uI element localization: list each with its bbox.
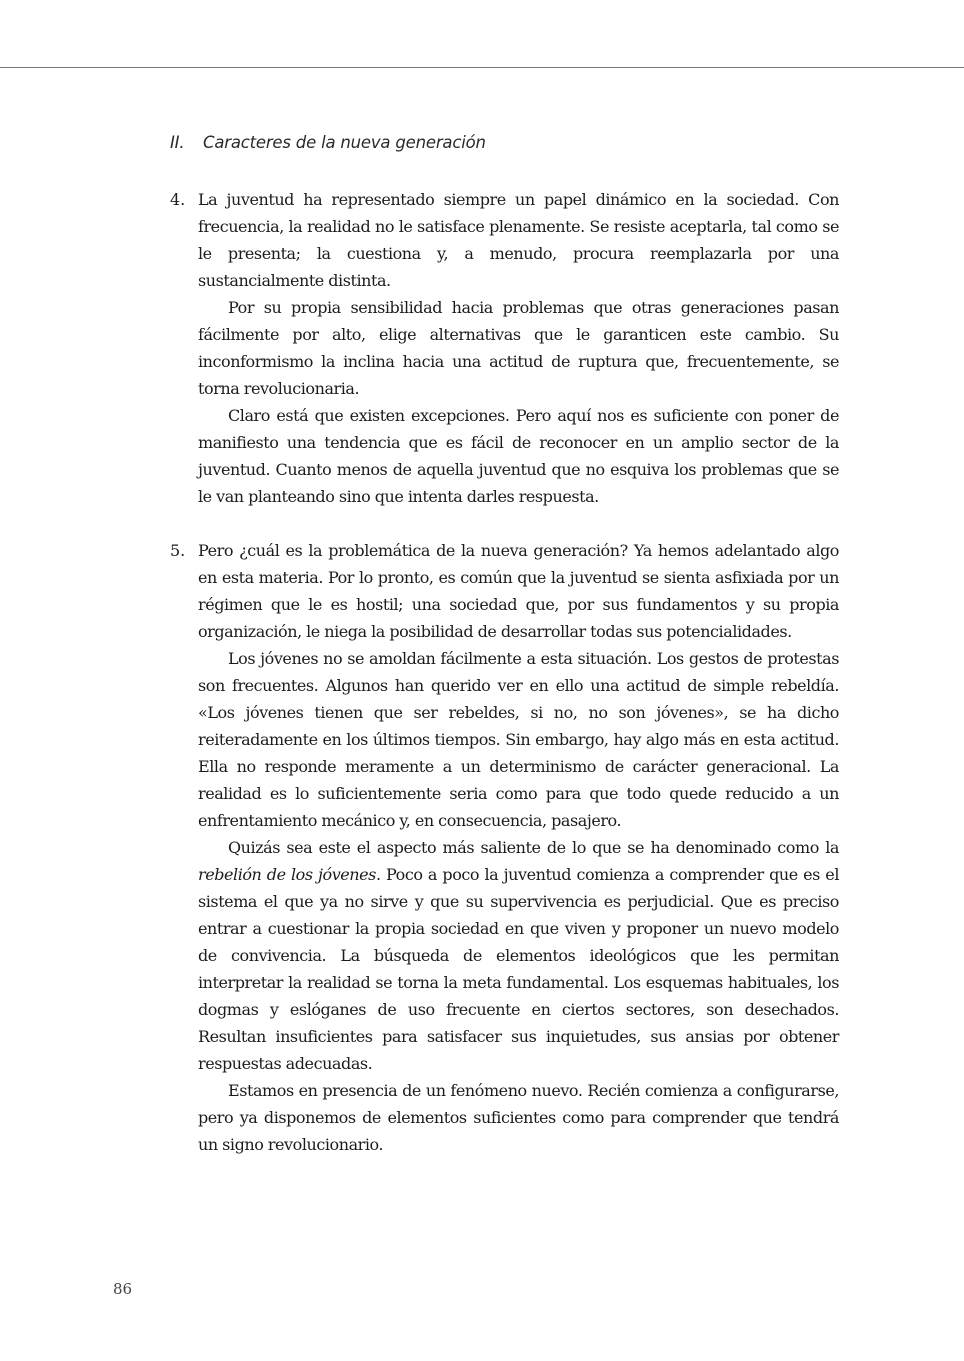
paragraph-text: . Poco a poco la juventud comienza a comprender que es el sistema el que ya no sirve y que su supervivencia es perjudicial. Que es preciso entrar a cuestionar la propia sociedad en que viven y proponer un nuevo modelo de convivencia. La búsqueda de elementos ideológicos que les permitan interpretar la realidad se torna la meta fundamental. Los esquemas habituales, los dogmas y eslóganes de uso frecuente en ciertos sectores, son desechados. Resultan insuficientes para satisfacer sus inquietudes, sus ansias por obtener respuestas adecuadas. xyxy=(198,865,839,1073)
section-title: Caracteres de la nueva generación xyxy=(203,133,486,152)
page-number: 86 xyxy=(113,1280,133,1298)
section-heading xyxy=(170,133,486,152)
numbered-item-5 xyxy=(170,537,839,1158)
item-body xyxy=(198,537,839,1158)
section-number: II. xyxy=(170,133,185,152)
paragraph: Pero ¿cuál es la problemática de la nueva generación? Ya hemos adelantado algo en esta materia. Por lo pronto, es común que la juventud se sienta asfixiada por un régimen que le es hostil; una sociedad que, por sus fundamentos y su propia organización, le niega la posibilidad de desarrollar todas sus potencialidades. xyxy=(198,541,839,641)
item-marker: 5. xyxy=(170,541,186,560)
numbered-item-4 xyxy=(170,186,839,510)
paragraph-text: Quizás sea este el aspecto más saliente de lo que se ha denominado como la xyxy=(228,838,839,857)
paragraph: Por su propia sensibilidad hacia problemas que otras generaciones pasan fácilmente por alto, elige alternativas que le garanticen este cambio. Su inconformismo la inclina hacia una actitud de ruptura que, frecuentemente, se torna revolucionaria. xyxy=(198,298,839,398)
paragraph: Estamos en presencia de un fenómeno nuevo. Recién comienza a configurarse, pero ya disponemos de elementos suficientes como para comprender que tendrá un signo revolucionario. xyxy=(198,1081,839,1154)
header-rule xyxy=(0,67,964,68)
item-marker: 4. xyxy=(170,190,186,209)
emphasis-text: rebelión de los jóvenes xyxy=(198,865,376,884)
paragraph: La juventud ha representado siempre un papel dinámico en la sociedad. Con frecuencia, la realidad no le satisface plenamente. Se resiste aceptarla, tal como se le presenta; la cuestiona y, a menudo, procura reemplazarla por una sustancialmente distinta. xyxy=(198,190,839,290)
paragraph: Los jóvenes no se amoldan fácilmente a esta situación. Los gestos de protestas son frecuentes. Algunos han querido ver en ello una actitud de simple rebeldía. «Los jóvenes tienen que ser rebeldes, si no, no son jóvenes», se ha dicho reiteradamente en los últimos tiempos. Sin embargo, hay algo más en esta actitud. Ella no responde meramente a un determinismo de carácter generacional. La realidad es lo suficientemente seria como para que todo quede reducido a un enfrentamiento mecánico y, en consecuencia, pasajero. xyxy=(198,649,839,830)
paragraph xyxy=(198,834,839,1077)
item-body xyxy=(198,186,839,510)
paragraph: Claro está que existen excepciones. Pero aquí nos es suficiente con poner de manifiesto una tendencia que es fácil de reconocer en un amplio sector de la juventud. Cuanto menos de aquella juventud que no esquiva los problemas que se le van planteando sino que intenta darles respuesta. xyxy=(198,406,839,506)
